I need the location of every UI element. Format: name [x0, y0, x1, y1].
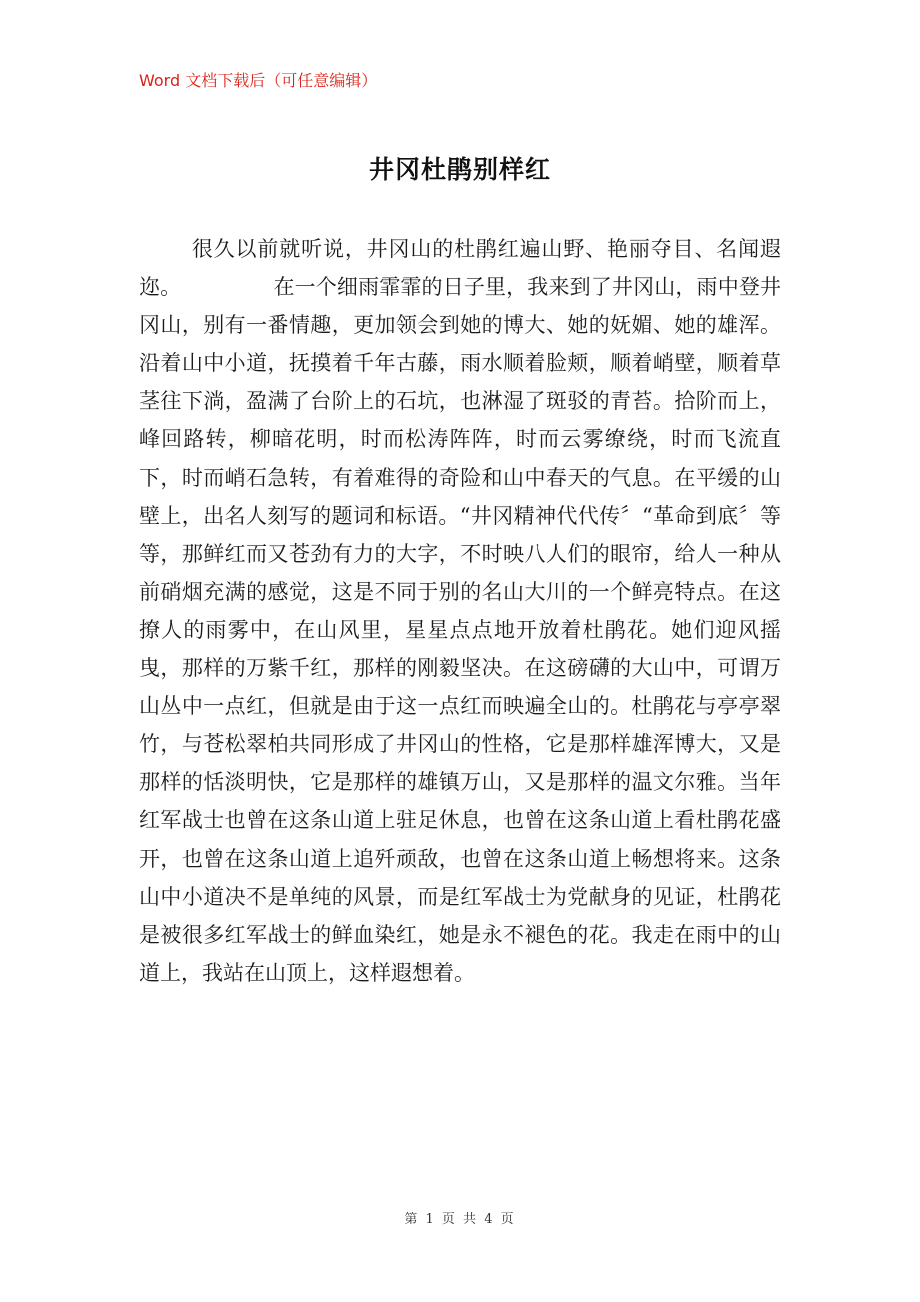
document-body [139, 230, 781, 992]
document-title: 井冈杜鹃别样红 [368, 155, 551, 184]
paragraph-2: 在一个细雨霏霏的日子里，我来到了井冈山，雨中登井冈山，别有一番情趣，更加领会到她的博大、她的妩媚、她的雄浑。沿着山中小道，抚摸着千年古藤，雨水顺着脸颊，顺着峭壁，顺着草茎往下淌，盈满了台阶上的石坑，也淋湿了斑驳的青苔。拾阶而上，峰回路转，柳暗花明，时而松涛阵阵，时而云雾缭绕，时而飞流直下，时而峭石急转，有着难得的奇险和山中春天的气息。在平缓的山壁上，出名人刻写的题词和标语。“井冈精神代代传〞“革命到底〞等等，那鲜红而又苍劲有力的大字，不时映八人们的眼帘，给人一种从前硝烟充满的感觉，这是不同于别的名山大川的一个鲜亮特点。在这撩人的雨雾中，在山风里，星星点点地开放着杜鹃花。她们迎风摇曳，那样的万紫千红，那样的刚毅坚决。在这磅礴的大山中，可谓万山丛中一点红，但就是由于这一点红而映遍全山的。杜鹃花与亭亭翠竹，与苍松翠柏共同形成了井冈山的性格，它是那样雄浑博大，又是那样的恬淡明快，它是那样的雄镇万山，又是那样的温文尔雅。当年红军战士也曾在这条山道上驻足休息，也曾在这条山道上看杜鹃花盛开，也曾在这条山道上追歼顽敌，也曾在这条山道上畅想将来。这条山中小道决不是单纯的风景，而是红军战士为党献身的见证，杜鹃花是被很多红军战士的鲜血染红，她是永不褪色的花。我走在雨中的山道上，我站在山顶上，这样遐想着。 [139, 275, 782, 985]
paragraph-1: 很久以前就听说，井冈山的杜鹃红遍山野、艳丽夺目、名闻遐迩。 [139, 237, 781, 300]
download-note: Word 文档下载后（可任意编辑） [139, 71, 378, 90]
page-indicator: 第 1 页 共 4 页 [404, 1212, 516, 1227]
